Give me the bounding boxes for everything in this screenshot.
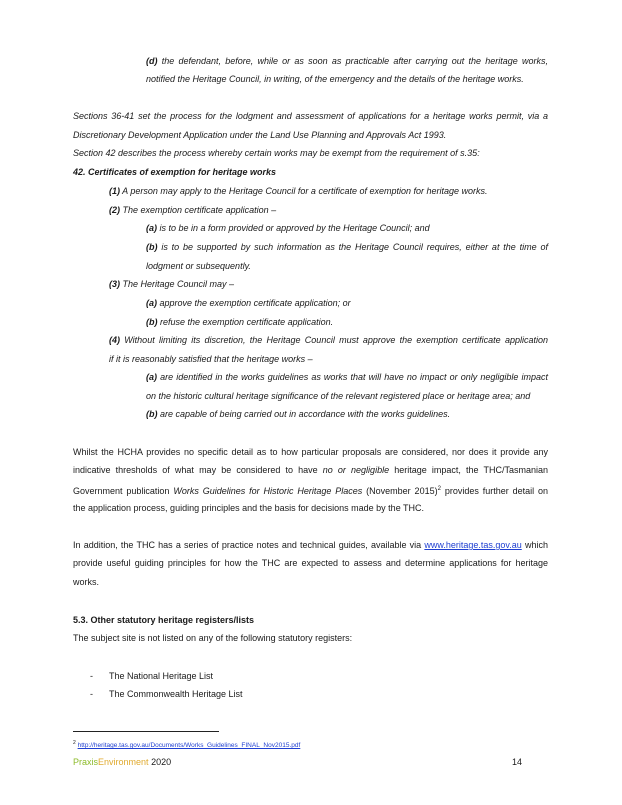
registers-intro: The subject site is not listed on any of the following statutory registers: <box>73 633 353 643</box>
s42-p1: (1) A person may apply to the Heritage Council for a certificate of exemption for heritage works. <box>109 186 488 196</box>
sections-note-line1: Sections 36-41 set the process for the lodgment and assessment of applications for a heritage works permit, via a <box>73 111 548 121</box>
hcha-para-line4: the application process, guiding principles and the basis for decisions made by the THC. <box>73 503 425 513</box>
s42-p3b: (b) refuse the exemption certificate application. <box>146 317 334 327</box>
list-item-bullet: - <box>90 671 93 681</box>
section-42-heading: 42. Certificates of exemption for heritage works <box>73 167 277 177</box>
footnote-link[interactable]: http://heritage.tas.gov.au/Documents/Works_Guidelines_FINAL_Nov2015.pdf <box>77 742 301 750</box>
hcha-para-line3: Government publication Works Guidelines for Historic Heritage Places (November 2015)$^2$ provides further detail on <box>73 486 549 496</box>
clause-d-line2: notified the Heritage Council, in writing, of the emergency and the details of the heritage works. <box>146 74 524 84</box>
practice-para-line1: In addition, the THC has a series of practice notes and technical guides, available via www.heritage.tas.gov.au which <box>73 540 548 550</box>
s42-p4a-line1: (a) are identified in the works guidelines as works that will have no impact or only negligible impact <box>146 372 548 382</box>
s42-p4a-line2: on the historic cultural heritage significance of the relevant registered place or heritage area; and <box>146 391 531 401</box>
hcha-para-line2: indicative thresholds of what may be considered to have no or negligible heritage impact, the THC/Tasmanian <box>73 465 548 475</box>
list-item: The National Heritage List <box>109 671 214 681</box>
s42-p4-line2: if it is reasonably satisfied that the heritage works – <box>109 354 313 364</box>
clause-d-line1: (d) the defendant, before, while or as soon as practicable after carrying out the heritage works, <box>146 56 548 66</box>
clause-d-marker: (d) <box>146 56 158 66</box>
s42-p3a: (a) approve the exemption certificate application; or <box>146 298 351 308</box>
footer-year: 2020 <box>151 757 172 767</box>
footer-brand <box>73 757 171 767</box>
s42-p2b-line1: (b) is to be supported by such information as the Heritage Council requires, either at the time of <box>146 242 548 252</box>
list-item-bullet: - <box>90 689 93 699</box>
footnote-divider <box>73 731 219 732</box>
footnote-number: 2 <box>73 740 76 746</box>
footnote <box>73 739 300 750</box>
sections-note-line3: Section 42 describes the process whereby certain works may be exempt from the requirement of s.35: <box>73 148 480 158</box>
s42-p2: (2) The exemption certificate application – <box>109 205 277 215</box>
section-5-3-heading: 5.3. Other statutory heritage registers/lists <box>73 615 255 625</box>
page-number: 14 <box>512 757 523 767</box>
brand-praxis: Praxis <box>73 757 99 767</box>
practice-para-line3: works. <box>73 577 100 587</box>
heritage-website-link[interactable]: www.heritage.tas.gov.au <box>424 540 522 550</box>
s42-p4-line1: (4) Without limiting its discretion, the Heritage Council must approve the exemption certificate application <box>109 335 548 345</box>
s42-p2a: (a) is to be in a form provided or approved by the Heritage Council; and <box>146 223 430 233</box>
list-item: The Commonwealth Heritage List <box>109 689 243 699</box>
s42-p3: (3) The Heritage Council may – <box>109 279 235 289</box>
brand-environment: Environment <box>98 757 149 767</box>
s42-p2b-line2: lodgment or subsequently. <box>146 261 251 271</box>
footnote-ref[interactable]: 2 <box>437 486 441 492</box>
s42-p4b: (b) are capable of being carried out in accordance with the works guidelines. <box>146 409 451 419</box>
sections-note-line2: Discretionary Development Application under the Land Use Planning and Approvals Act 1993. <box>73 130 447 140</box>
hcha-para-line1: Whilst the HCHA provides no specific detail as to how particular proposals are considered, nor does it provide any <box>73 447 548 457</box>
practice-para-line2: provide useful guiding principles for how the THC are expected to assess and determine applications for heritage <box>73 558 548 568</box>
